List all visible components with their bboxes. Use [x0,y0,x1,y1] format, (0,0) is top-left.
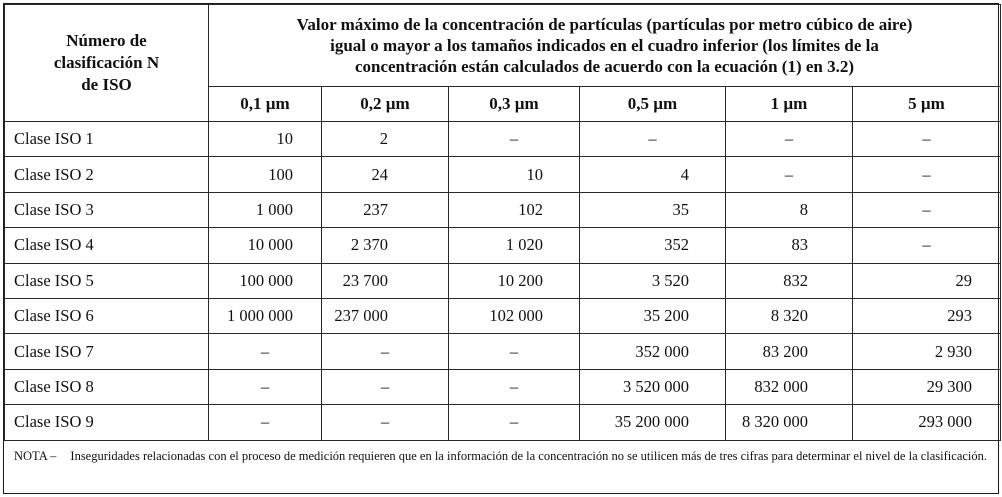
size-header: 1 µm [726,87,853,122]
header-concentration-line: igual o mayor a los tamaños indicados en el cuadro inferior (los límites de la [330,36,879,55]
header-concentration-line: concentración están calculados de acuerdo con la ecuación (1) en 3.2) [354,57,855,76]
class-label: Clase ISO 8 [5,369,209,404]
concentration-cell: – [449,405,580,440]
concentration-cell: 35 200 000 [580,405,726,440]
concentration-cell: 237 [322,192,449,227]
concentration-cell: – [726,157,853,192]
concentration-cell: 2 [322,122,449,157]
concentration-cell: 832 [726,263,853,298]
concentration-cell: 83 [726,228,853,263]
table-row [5,122,1001,157]
table-note [4,441,998,465]
class-label: Clase ISO 2 [5,157,209,192]
header-concentration-line: Valor máximo de la concentración de partículas (partículas por metro cúbico de aire) [296,15,913,34]
class-label: Clase ISO 9 [5,405,209,440]
concentration-cell: 102 000 [449,298,580,333]
table-row [5,192,1001,227]
concentration-cell: 8 320 [726,298,853,333]
concentration-cell: – [322,405,449,440]
size-header: 5 µm [853,87,1001,122]
class-label: Clase ISO 3 [5,192,209,227]
concentration-cell: 8 320 000 [726,405,853,440]
table-row [5,298,1001,333]
concentration-cell: 1 000 000 [209,298,322,333]
concentration-cell: – [853,192,1001,227]
note-label: NOTA – [14,448,57,463]
concentration-cell: 35 200 [580,298,726,333]
concentration-cell: 24 [322,157,449,192]
concentration-cell: – [853,122,1001,157]
concentration-cell: 10 200 [449,263,580,298]
iso-class-table [4,4,1001,441]
size-header: 0,1 µm [209,87,322,122]
header-classification-line: de ISO [81,75,132,94]
concentration-cell: 293 [853,298,1001,333]
concentration-cell: 100 [209,157,322,192]
concentration-cell: 100 000 [209,263,322,298]
concentration-cell: 352 000 [580,334,726,369]
concentration-cell: – [449,369,580,404]
concentration-cell: 1 020 [449,228,580,263]
size-header: 0,3 µm [449,87,580,122]
concentration-cell: 2 930 [853,334,1001,369]
table-row [5,157,1001,192]
concentration-cell: 293 000 [853,405,1001,440]
header-classification-line: Número de [66,31,147,50]
concentration-cell: 23 700 [322,263,449,298]
concentration-cell: 3 520 [580,263,726,298]
concentration-cell: 237 000 [322,298,449,333]
table-row [5,405,1001,440]
concentration-cell: 8 [726,192,853,227]
concentration-cell: – [322,334,449,369]
size-header: 0,2 µm [322,87,449,122]
concentration-cell: 10 000 [209,228,322,263]
concentration-cell: 1 000 [209,192,322,227]
concentration-cell: 83 200 [726,334,853,369]
table-row [5,228,1001,263]
concentration-cell: 3 520 000 [580,369,726,404]
concentration-cell: 352 [580,228,726,263]
class-label: Clase ISO 1 [5,122,209,157]
concentration-cell: 4 [580,157,726,192]
concentration-cell: 832 000 [726,369,853,404]
note-text: Inseguridades relacionadas con el proceso de medición requieren que en la información de la concentración no se utilicen más de tres cifras para determinar el nivel de la clasificación. [70,448,988,463]
concentration-cell: 10 [209,122,322,157]
concentration-cell: – [726,122,853,157]
table-row [5,334,1001,369]
concentration-cell: 2 370 [322,228,449,263]
class-label: Clase ISO 5 [5,263,209,298]
concentration-cell: – [209,334,322,369]
size-header: 0,5 µm [580,87,726,122]
class-label: Clase ISO 7 [5,334,209,369]
concentration-cell: – [449,122,580,157]
concentration-cell: – [853,157,1001,192]
class-label: Clase ISO 4 [5,228,209,263]
concentration-cell: – [322,369,449,404]
concentration-cell: – [449,334,580,369]
header-concentration [209,5,1001,87]
class-label: Clase ISO 6 [5,298,209,333]
concentration-cell: 29 300 [853,369,1001,404]
concentration-cell: – [209,369,322,404]
concentration-cell: 102 [449,192,580,227]
concentration-cell: – [853,228,1001,263]
iso-classification-document [3,3,999,494]
concentration-cell: 29 [853,263,1001,298]
concentration-cell: 10 [449,157,580,192]
header-classification-line: clasificación N [53,53,160,72]
table-row [5,263,1001,298]
concentration-cell: – [209,405,322,440]
header-classification [5,5,209,122]
concentration-cell: 35 [580,192,726,227]
concentration-cell: – [580,122,726,157]
table-row [5,369,1001,404]
